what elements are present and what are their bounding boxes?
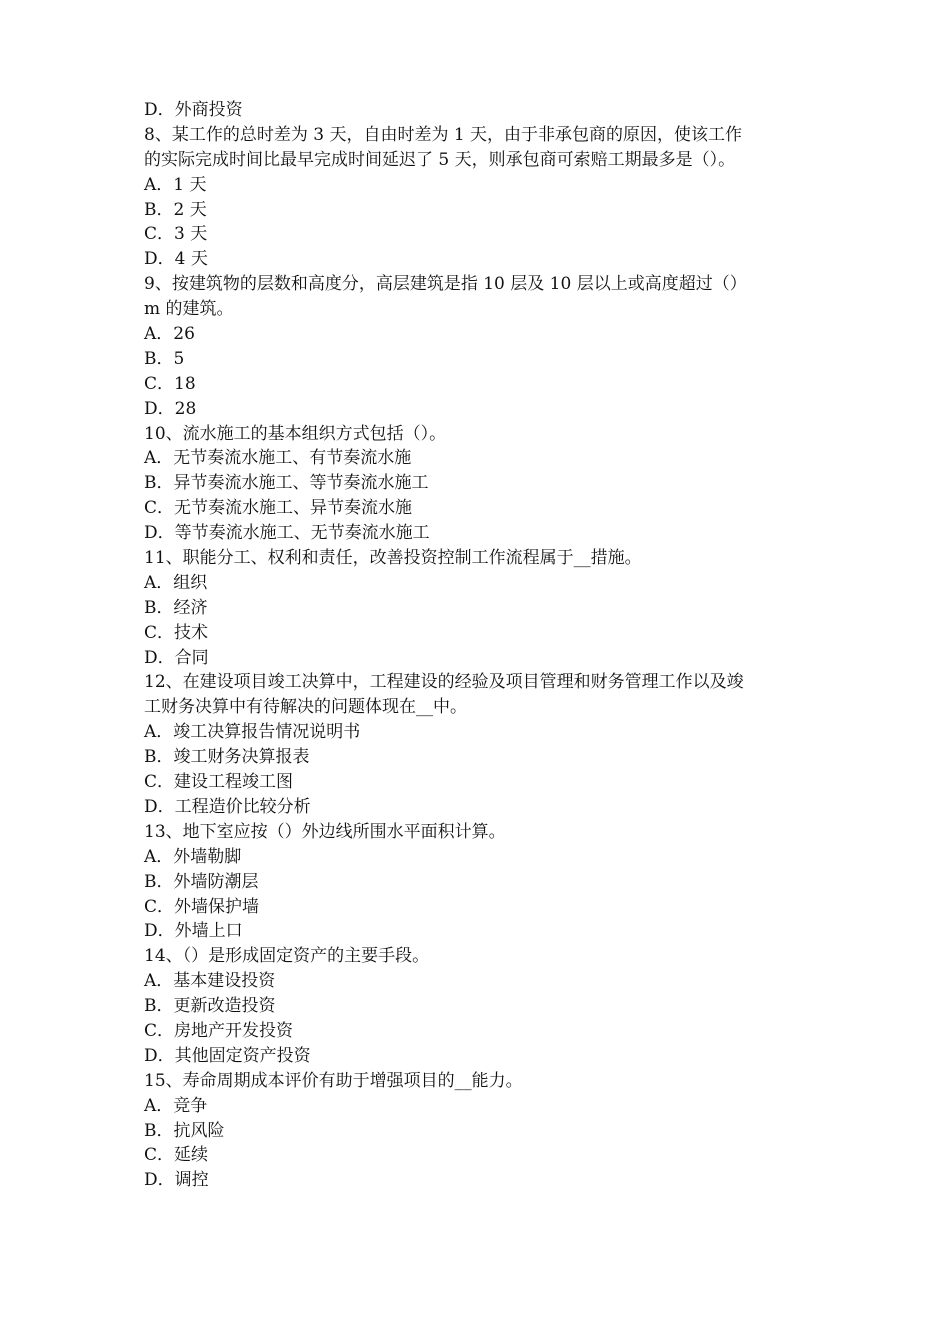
- option-a-q13: A．外墙勒脚: [144, 846, 242, 867]
- question-8-line-1: 8、某工作的总时差为 3 天，自由时差为 1 天，由于非承包商的原因，使该工作: [144, 124, 743, 145]
- option-c-q15: C．延续: [144, 1145, 209, 1166]
- option-d-q15: D．调控: [144, 1170, 209, 1191]
- option-c-q14: C．房地产开发投资: [144, 1020, 294, 1041]
- option-b-q12: B．竣工财务决算报表: [144, 747, 310, 768]
- option-c-q12: C．建设工程竣工图: [144, 772, 294, 793]
- option-b-q15: B．抗风险: [144, 1120, 225, 1141]
- option-a-q9: A．26: [144, 324, 195, 345]
- question-9-line-1: 9、按建筑物的层数和高度分，高层建筑是指 10 层及 10 层以上或高度超过（）: [144, 274, 747, 295]
- question-14: 14、（）是形成固定资产的主要手段。: [144, 946, 430, 967]
- option-b-q13: B．外墙防潮层: [144, 871, 259, 892]
- option-d-q8: D．4 天: [144, 249, 208, 270]
- question-11: 11、职能分工、权利和责任，改善投资控制工作流程属于__措施。: [144, 548, 642, 569]
- question-12-line-2: 工财务决算中有待解决的问题体现在__中。: [144, 697, 467, 718]
- option-d-q10: D．等节奏流水施工、无节奏流水施工: [144, 523, 430, 544]
- option-c-q13: C．外墙保护墙: [144, 896, 260, 917]
- option-a-q14: A．基本建设投资: [144, 971, 276, 992]
- option-d-q11: D．合同: [144, 647, 209, 668]
- option-b-q8: B．2 天: [144, 199, 207, 220]
- option-a-q11: A．组织: [144, 572, 208, 593]
- question-15: 15、寿命周期成本评价有助于增强项目的__能力。: [144, 1070, 523, 1091]
- question-8-line-2: 的实际完成时间比最早完成时间延迟了 5 天，则承包商可索赔工期最多是（）。: [144, 149, 736, 170]
- option-c-q9: C．18: [144, 373, 196, 394]
- option-c-q8: C．3 天: [144, 224, 208, 245]
- option-c-q11: C．技术: [144, 622, 209, 643]
- option-a-q12: A．竣工决算报告情况说明书: [144, 722, 361, 743]
- document-text: [144, 98, 816, 1193]
- option-b-q9: B．5: [144, 348, 185, 369]
- option-d-q14: D．其他固定资产投资: [144, 1045, 311, 1066]
- option-b-q14: B．更新改造投资: [144, 996, 276, 1017]
- question-12-line-1: 12、在建设项目竣工决算中，工程建设的经验及项目管理和财务管理工作以及竣: [144, 672, 744, 693]
- option-d-q9: D．28: [144, 398, 197, 419]
- option-b-q10: B．异节奏流水施工、等节奏流水施工: [144, 473, 429, 494]
- option-c-q10: C．无节奏流水施工、异节奏流水施: [144, 498, 413, 519]
- question-10: 10、流水施工的基本组织方式包括（）。: [144, 423, 447, 444]
- option-a-q10: A．无节奏流水施工、有节奏流水施: [144, 448, 412, 469]
- question-9-line-2: m 的建筑。: [144, 299, 234, 320]
- option-d-q13: D．外墙上口: [144, 921, 243, 942]
- question-13: 13、地下室应按（）外边线所围水平面积计算。: [144, 821, 506, 842]
- option-b-q11: B．经济: [144, 597, 208, 618]
- option-d-q12: D．工程造价比较分析: [144, 796, 311, 817]
- option-a-q15: A．竞争: [144, 1095, 208, 1116]
- option-d-q7: D．外商投资: [144, 100, 243, 120]
- option-a-q8: A．1 天: [144, 174, 207, 195]
